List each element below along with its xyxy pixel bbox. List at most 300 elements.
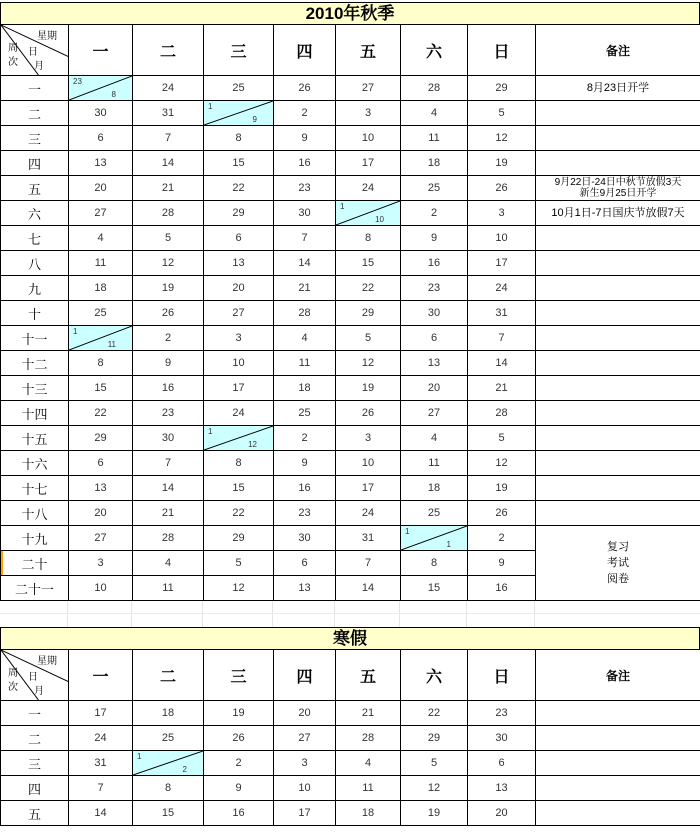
date-cell[interactable]: 16 <box>274 151 336 176</box>
split-cell-content <box>133 751 203 775</box>
remark-header-cell[interactable]: 备注 <box>536 25 700 76</box>
date-cell[interactable]: 23 <box>274 176 336 201</box>
date-cell[interactable]: 12 <box>468 451 536 476</box>
date-cell[interactable]: 20 <box>69 501 133 526</box>
date-cell[interactable]: 5 <box>468 101 536 126</box>
date-cell[interactable]: 13 <box>204 251 274 276</box>
date-cell[interactable]: 13 <box>274 576 336 601</box>
date-cell[interactable]: 10 <box>204 351 274 376</box>
date-cell[interactable]: 7 <box>69 776 133 801</box>
week-number-cell[interactable]: 七 <box>1 226 69 251</box>
date-cell[interactable]: 22 <box>204 176 274 201</box>
day-axis-label: 日 <box>28 672 38 683</box>
weekday-header-cell[interactable]: 三 <box>204 650 274 701</box>
date-cell[interactable]: 18 <box>401 151 468 176</box>
date-cell[interactable]: 25 <box>401 176 468 201</box>
calendar-week-row <box>1 776 700 801</box>
remark-cell[interactable] <box>536 126 700 151</box>
week-number-cell[interactable]: 二 <box>1 726 69 751</box>
calendar-week-row <box>1 401 700 426</box>
date-cell[interactable]: 29 <box>468 76 536 101</box>
date-cell[interactable]: 9 <box>468 551 536 576</box>
split-cell-content <box>69 76 132 100</box>
date-cell[interactable]: 10 <box>336 451 401 476</box>
date-cell[interactable]: 20 <box>401 376 468 401</box>
calendar-week-row <box>1 701 700 726</box>
date-cell[interactable]: 25 <box>204 76 274 101</box>
date-cell[interactable]: 28 <box>468 401 536 426</box>
calendar-week-row <box>1 126 700 151</box>
remark-line: 8月23日开学 <box>586 82 650 94</box>
split-cell-content <box>401 526 467 550</box>
date-cell[interactable]: 30 <box>274 526 336 551</box>
calendar-week-row <box>1 101 700 126</box>
date-cell[interactable]: 7 <box>336 551 401 576</box>
date-cell[interactable]: 24 <box>336 176 401 201</box>
remark-cell[interactable] <box>536 201 700 226</box>
date-cell[interactable]: 13 <box>401 351 468 376</box>
remark-cell[interactable] <box>536 501 700 526</box>
date-cell[interactable]: 2 <box>204 751 274 776</box>
month-axis-label: 月 <box>34 61 44 72</box>
weekday-header-cell[interactable]: 六 <box>401 25 468 76</box>
weekday-header-cell[interactable]: 三 <box>204 25 274 76</box>
date-cell[interactable]: 9 <box>133 351 204 376</box>
date-cell[interactable]: 19 <box>336 376 401 401</box>
month-start-split-cell[interactable] <box>401 526 468 551</box>
date-cell[interactable]: 25 <box>133 726 204 751</box>
date-cell[interactable]: 29 <box>69 426 133 451</box>
date-cell[interactable]: 24 <box>204 401 274 426</box>
date-cell[interactable]: 2 <box>133 326 204 351</box>
date-cell[interactable]: 12 <box>468 126 536 151</box>
split-day-number: 1 <box>340 202 345 211</box>
date-cell[interactable]: 12 <box>336 351 401 376</box>
date-cell[interactable]: 28 <box>133 526 204 551</box>
date-cell[interactable]: 3 <box>204 326 274 351</box>
date-cell[interactable]: 20 <box>274 701 336 726</box>
date-cell[interactable]: 6 <box>468 751 536 776</box>
week-number-cell[interactable]: 五 <box>1 176 69 201</box>
remark-cell[interactable] <box>536 801 700 826</box>
week-number-cell[interactable]: 十六 <box>1 451 69 476</box>
date-cell[interactable]: 16 <box>401 251 468 276</box>
date-cell[interactable]: 22 <box>69 401 133 426</box>
date-cell[interactable]: 20 <box>69 176 133 201</box>
date-cell[interactable]: 17 <box>204 376 274 401</box>
date-cell[interactable]: 18 <box>274 376 336 401</box>
date-cell[interactable]: 8 <box>69 351 133 376</box>
date-cell[interactable]: 22 <box>401 701 468 726</box>
date-cell[interactable]: 17 <box>336 151 401 176</box>
date-cell[interactable]: 6 <box>401 326 468 351</box>
date-cell[interactable]: 25 <box>69 301 133 326</box>
date-cell[interactable]: 26 <box>204 726 274 751</box>
date-cell[interactable]: 6 <box>69 126 133 151</box>
calendar-week-row <box>1 501 700 526</box>
date-cell[interactable]: 20 <box>468 801 536 826</box>
split-day-number: 1 <box>208 427 213 436</box>
date-cell[interactable]: 20 <box>204 276 274 301</box>
date-cell[interactable]: 13 <box>69 151 133 176</box>
date-cell[interactable]: 26 <box>468 176 536 201</box>
weekday-header-cell[interactable]: 一 <box>69 650 133 701</box>
date-cell[interactable]: 3 <box>336 426 401 451</box>
calendar-week-row <box>1 726 700 751</box>
date-cell[interactable]: 15 <box>204 476 274 501</box>
split-month-number: 12 <box>248 440 257 449</box>
date-cell[interactable]: 10 <box>468 226 536 251</box>
week-number-cell[interactable]: 八 <box>1 251 69 276</box>
date-cell[interactable]: 18 <box>336 801 401 826</box>
date-cell[interactable]: 17 <box>69 701 133 726</box>
remark-cell[interactable] <box>536 776 700 801</box>
date-cell[interactable]: 16 <box>204 801 274 826</box>
date-cell[interactable]: 29 <box>204 201 274 226</box>
date-cell[interactable]: 11 <box>274 351 336 376</box>
date-cell[interactable]: 11 <box>336 776 401 801</box>
date-cell[interactable]: 15 <box>336 251 401 276</box>
remark-line: 10月1日-7日国庆节放假7天 <box>551 207 685 219</box>
date-cell[interactable]: 2 <box>401 201 468 226</box>
split-month-number: 2 <box>182 765 187 774</box>
remark-cell[interactable] <box>536 151 700 176</box>
date-cell[interactable]: 5 <box>204 551 274 576</box>
date-cell[interactable]: 19 <box>468 476 536 501</box>
date-cell[interactable]: 15 <box>204 151 274 176</box>
date-cell[interactable]: 25 <box>401 501 468 526</box>
split-cell-content <box>204 101 273 125</box>
date-cell[interactable]: 9 <box>274 126 336 151</box>
date-cell[interactable]: 31 <box>133 101 204 126</box>
date-cell[interactable]: 12 <box>133 251 204 276</box>
week-axis-label-line1: 周 <box>8 43 18 54</box>
date-cell[interactable]: 31 <box>336 526 401 551</box>
date-cell[interactable]: 5 <box>468 426 536 451</box>
date-cell[interactable]: 10 <box>274 776 336 801</box>
date-cell[interactable]: 10 <box>336 126 401 151</box>
week-number-cell[interactable]: 六 <box>1 201 69 226</box>
merged-remark-cell[interactable] <box>536 526 700 601</box>
date-cell[interactable]: 6 <box>69 451 133 476</box>
week-number-cell[interactable]: 四 <box>1 151 69 176</box>
weekday-header-cell[interactable]: 六 <box>401 650 468 701</box>
remark-cell[interactable] <box>536 301 700 326</box>
date-cell[interactable]: 11 <box>401 126 468 151</box>
week-number-cell[interactable]: 十五 <box>1 426 69 451</box>
week-number-cell[interactable]: 二 <box>1 101 69 126</box>
date-cell[interactable]: 18 <box>69 276 133 301</box>
split-day-number: 1 <box>137 752 142 761</box>
date-cell[interactable]: 25 <box>274 401 336 426</box>
remark-header-cell[interactable]: 备注 <box>536 650 700 701</box>
date-cell[interactable]: 21 <box>133 176 204 201</box>
weekday-axis-label: 星期 <box>37 656 57 667</box>
date-cell[interactable]: 8 <box>336 226 401 251</box>
date-cell[interactable]: 30 <box>401 301 468 326</box>
date-cell[interactable]: 29 <box>336 301 401 326</box>
date-cell[interactable]: 12 <box>204 576 274 601</box>
date-cell[interactable]: 26 <box>274 76 336 101</box>
date-cell[interactable]: 2 <box>274 101 336 126</box>
date-cell[interactable]: 27 <box>274 726 336 751</box>
date-cell[interactable]: 13 <box>69 476 133 501</box>
spreadsheet-gap-row <box>0 601 700 627</box>
date-cell[interactable]: 28 <box>133 201 204 226</box>
date-cell[interactable]: 2 <box>468 526 536 551</box>
month-start-split-cell[interactable] <box>204 101 274 126</box>
remark-cell[interactable] <box>536 176 700 201</box>
split-cell-content <box>69 326 132 350</box>
weekday-header-cell[interactable]: 二 <box>133 650 204 701</box>
fall-section-title[interactable]: 2010年秋季 <box>0 2 700 25</box>
remark-cell[interactable] <box>536 351 700 376</box>
date-cell[interactable]: 4 <box>401 426 468 451</box>
date-cell[interactable]: 9 <box>274 451 336 476</box>
remark-cell[interactable] <box>536 276 700 301</box>
date-cell[interactable]: 21 <box>133 501 204 526</box>
week-number-cell[interactable]: 二十 <box>1 551 69 576</box>
split-month-number: 11 <box>107 340 116 349</box>
date-cell[interactable]: 4 <box>274 326 336 351</box>
split-month-number: 10 <box>375 215 384 224</box>
date-cell[interactable]: 14 <box>133 151 204 176</box>
month-start-split-cell[interactable] <box>133 751 204 776</box>
date-cell[interactable]: 22 <box>336 276 401 301</box>
date-cell[interactable]: 27 <box>69 526 133 551</box>
corner-header-cell[interactable] <box>1 650 69 701</box>
date-cell[interactable]: 31 <box>468 301 536 326</box>
split-cell-content <box>336 201 400 225</box>
weekday-axis-label: 星期 <box>37 31 57 42</box>
merged-remark-line: 考试 <box>607 557 629 569</box>
date-cell[interactable]: 15 <box>133 801 204 826</box>
date-cell[interactable]: 30 <box>133 426 204 451</box>
date-cell[interactable]: 17 <box>468 251 536 276</box>
date-cell[interactable]: 2 <box>274 426 336 451</box>
weekday-header-row <box>1 650 700 701</box>
weekday-header-cell[interactable]: 四 <box>274 650 336 701</box>
remark-cell[interactable] <box>536 76 700 101</box>
week-number-cell[interactable]: 四 <box>1 776 69 801</box>
date-cell[interactable]: 8 <box>401 551 468 576</box>
date-cell[interactable]: 6 <box>204 226 274 251</box>
date-cell[interactable]: 29 <box>401 726 468 751</box>
date-cell[interactable]: 8 <box>133 776 204 801</box>
date-cell[interactable]: 28 <box>336 726 401 751</box>
date-cell[interactable]: 27 <box>336 76 401 101</box>
date-cell[interactable]: 13 <box>468 776 536 801</box>
date-cell[interactable]: 8 <box>204 451 274 476</box>
week-number-cell[interactable]: 三 <box>1 126 69 151</box>
date-cell[interactable]: 26 <box>468 501 536 526</box>
date-cell[interactable]: 19 <box>204 701 274 726</box>
date-cell[interactable]: 30 <box>274 201 336 226</box>
date-cell[interactable]: 19 <box>468 151 536 176</box>
month-start-split-cell[interactable] <box>204 426 274 451</box>
week-number-cell[interactable]: 十八 <box>1 501 69 526</box>
date-cell[interactable]: 28 <box>401 76 468 101</box>
date-cell[interactable]: 24 <box>69 726 133 751</box>
date-cell[interactable]: 3 <box>336 101 401 126</box>
faint-grid-column <box>273 601 335 627</box>
date-cell[interactable]: 3 <box>468 201 536 226</box>
date-cell[interactable]: 29 <box>204 526 274 551</box>
remark-cell[interactable] <box>536 251 700 276</box>
date-cell[interactable]: 18 <box>133 701 204 726</box>
calendar-week-row <box>1 176 700 201</box>
date-cell[interactable]: 23 <box>133 401 204 426</box>
week-axis-label-line1: 周 <box>8 668 18 679</box>
date-cell[interactable]: 9 <box>401 226 468 251</box>
date-cell[interactable]: 11 <box>401 451 468 476</box>
remark-cell[interactable] <box>536 376 700 401</box>
date-cell[interactable]: 24 <box>336 501 401 526</box>
calendar-week-row <box>1 76 700 101</box>
date-cell[interactable]: 3 <box>274 751 336 776</box>
remark-line: 新生9月25日开学 <box>579 188 657 199</box>
week-number-cell[interactable]: 十三 <box>1 376 69 401</box>
week-number-cell[interactable]: 十一 <box>1 326 69 351</box>
weekday-header-cell[interactable]: 四 <box>274 25 336 76</box>
date-cell[interactable]: 16 <box>133 376 204 401</box>
date-cell[interactable]: 5 <box>133 226 204 251</box>
weekday-header-cell[interactable]: 五 <box>336 650 401 701</box>
date-cell[interactable]: 26 <box>133 301 204 326</box>
faint-grid-column <box>467 601 535 627</box>
date-cell[interactable]: 15 <box>401 576 468 601</box>
date-cell[interactable]: 7 <box>133 126 204 151</box>
winter-section-title[interactable]: 寒假 <box>0 627 700 650</box>
date-cell[interactable]: 27 <box>69 201 133 226</box>
weekday-header-cell[interactable]: 日 <box>468 650 536 701</box>
remark-cell[interactable] <box>536 426 700 451</box>
split-month-number: 1 <box>446 540 451 549</box>
date-cell[interactable]: 21 <box>468 376 536 401</box>
week-number-cell[interactable]: 三 <box>1 751 69 776</box>
calendar-week-row <box>1 451 700 476</box>
remark-cell[interactable] <box>536 476 700 501</box>
date-cell[interactable]: 18 <box>401 476 468 501</box>
date-cell[interactable]: 14 <box>133 476 204 501</box>
date-cell[interactable]: 24 <box>468 276 536 301</box>
date-cell[interactable]: 23 <box>274 501 336 526</box>
calendar-week-row <box>1 276 700 301</box>
date-cell[interactable]: 7 <box>274 226 336 251</box>
date-cell[interactable]: 16 <box>468 576 536 601</box>
month-start-split-cell[interactable] <box>69 326 133 351</box>
date-cell[interactable]: 14 <box>69 801 133 826</box>
date-cell[interactable]: 21 <box>336 701 401 726</box>
date-cell[interactable]: 16 <box>274 476 336 501</box>
date-cell[interactable]: 28 <box>274 301 336 326</box>
date-cell[interactable]: 4 <box>69 226 133 251</box>
date-cell[interactable]: 5 <box>401 751 468 776</box>
date-cell[interactable]: 21 <box>274 276 336 301</box>
date-cell[interactable]: 17 <box>336 476 401 501</box>
date-cell[interactable]: 23 <box>468 701 536 726</box>
date-cell[interactable]: 30 <box>69 101 133 126</box>
date-cell[interactable]: 4 <box>336 751 401 776</box>
remark-cell[interactable] <box>536 751 700 776</box>
corner-header-cell[interactable] <box>1 25 69 76</box>
remark-cell[interactable] <box>536 451 700 476</box>
date-cell[interactable]: 22 <box>204 501 274 526</box>
date-cell[interactable]: 31 <box>69 751 133 776</box>
month-start-split-cell[interactable] <box>336 201 401 226</box>
winter-calendar-table <box>0 649 700 826</box>
weekday-header-cell[interactable]: 二 <box>133 25 204 76</box>
date-cell[interactable]: 30 <box>468 726 536 751</box>
date-cell[interactable]: 5 <box>336 326 401 351</box>
date-cell[interactable]: 10 <box>69 576 133 601</box>
date-cell[interactable]: 19 <box>401 801 468 826</box>
date-cell[interactable]: 26 <box>336 401 401 426</box>
month-start-split-cell[interactable] <box>69 76 133 101</box>
week-number-cell[interactable]: 九 <box>1 276 69 301</box>
remark-cell[interactable] <box>536 101 700 126</box>
date-cell[interactable]: 4 <box>401 101 468 126</box>
merged-remark-line: 阅卷 <box>607 573 629 585</box>
calendar-week-row <box>1 251 700 276</box>
date-cell[interactable]: 19 <box>133 276 204 301</box>
date-cell[interactable]: 8 <box>204 126 274 151</box>
week-number-cell[interactable]: 一 <box>1 701 69 726</box>
calendar-week-row <box>1 201 700 226</box>
weekday-header-cell[interactable]: 日 <box>468 25 536 76</box>
date-cell[interactable]: 14 <box>336 576 401 601</box>
calendar-week-row <box>1 751 700 776</box>
week-number-cell[interactable]: 十 <box>1 301 69 326</box>
week-number-cell[interactable]: 十七 <box>1 476 69 501</box>
date-cell[interactable]: 27 <box>401 401 468 426</box>
date-cell[interactable]: 24 <box>133 76 204 101</box>
date-cell[interactable]: 23 <box>401 276 468 301</box>
date-cell[interactable]: 15 <box>69 376 133 401</box>
week-number-cell[interactable]: 一 <box>1 76 69 101</box>
date-cell[interactable]: 14 <box>468 351 536 376</box>
week-number-cell[interactable]: 十四 <box>1 401 69 426</box>
remark-cell[interactable] <box>536 726 700 751</box>
date-cell[interactable]: 27 <box>204 301 274 326</box>
week-number-cell[interactable]: 十二 <box>1 351 69 376</box>
remark-cell[interactable] <box>536 701 700 726</box>
week-number-cell[interactable]: 二十一 <box>1 576 69 601</box>
remark-cell[interactable] <box>536 401 700 426</box>
week-number-cell[interactable]: 五 <box>1 801 69 826</box>
weekday-header-cell[interactable]: 一 <box>69 25 133 76</box>
date-cell[interactable]: 7 <box>468 326 536 351</box>
date-cell[interactable]: 17 <box>274 801 336 826</box>
date-cell[interactable]: 11 <box>133 576 204 601</box>
calendar-week-row <box>1 301 700 326</box>
date-cell[interactable]: 6 <box>274 551 336 576</box>
date-cell[interactable]: 11 <box>69 251 133 276</box>
date-cell[interactable]: 9 <box>204 776 274 801</box>
date-cell[interactable]: 4 <box>133 551 204 576</box>
date-cell[interactable]: 3 <box>69 551 133 576</box>
date-cell[interactable]: 12 <box>401 776 468 801</box>
remark-cell[interactable] <box>536 326 700 351</box>
split-day-number: 23 <box>73 77 82 86</box>
date-cell[interactable]: 14 <box>274 251 336 276</box>
week-number-cell[interactable]: 十九 <box>1 526 69 551</box>
remark-cell[interactable] <box>536 226 700 251</box>
split-diagonal-line <box>204 426 273 450</box>
date-cell[interactable]: 7 <box>133 451 204 476</box>
weekday-header-cell[interactable]: 五 <box>336 25 401 76</box>
calendar-week-row <box>1 351 700 376</box>
